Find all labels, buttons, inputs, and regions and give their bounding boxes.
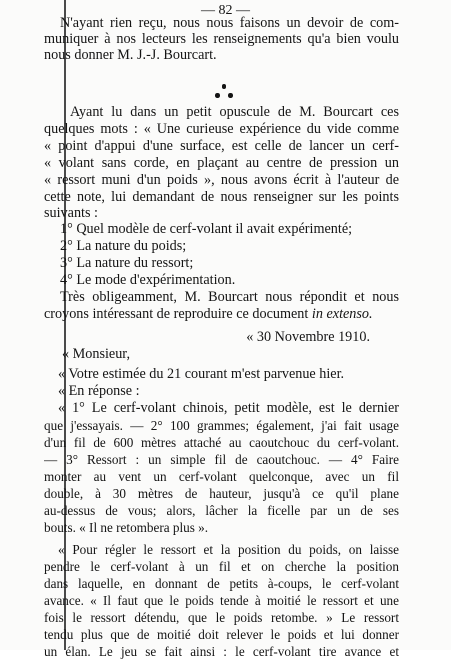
letter-line: d'un fil de 600 mètres attaché au caoutchouc du cerf-volant. <box>44 435 399 450</box>
letter-line: au-dessus de vous; alors, lâcher la ficelle par un de ses <box>44 503 399 518</box>
letter-line: « En réponse : <box>58 383 140 399</box>
asterism-ornament <box>214 84 234 100</box>
letter-line: bouts. « Il ne retombera plus ». <box>44 520 209 535</box>
list-item: 1° Quel modèle de cerf-volant il avait expérimenté; <box>60 221 353 237</box>
paragraph-line: « point d'appui d'une surface, est celle de lancer un cerf- <box>44 138 399 154</box>
paragraph-line: quelques mots : « Une curieuse expérience du vide comme <box>44 121 399 137</box>
paragraph-line: Ayant lu dans un petit opuscule de M. Bourcart ces <box>70 104 399 120</box>
letter-line: avance. « Il faut que le poids tende à moitié le ressort et une <box>44 593 399 608</box>
paragraph-line <box>44 306 399 323</box>
list-item: 2° La nature du poids; <box>60 238 187 254</box>
paragraph-text: croyons intéressant de reproduire ce document <box>44 306 309 322</box>
paragraph-line: « ressort muni d'un poids », nous avons écrit à l'auteur de <box>44 172 399 188</box>
page-number: — 82 — <box>201 3 250 18</box>
list-item: 3° La nature du ressort; <box>60 255 194 271</box>
letter-line: tendu plus que de moitié doit relever le poids et lui donner <box>44 627 399 642</box>
letter-salutation: « Monsieur, <box>62 346 130 362</box>
letter-line: « Pour régler le ressort et la position du poids, on laisse <box>58 542 399 557</box>
letter-line: que j'essayais. — 2° 100 grammes; également, j'ai fait usage <box>44 418 399 433</box>
letter-date: « 30 Novembre 1910. <box>246 329 370 345</box>
paragraph-line: Très obligeamment, M. Bourcart nous répondit et nous <box>60 289 399 305</box>
letter-line: — 3° Ressort : un simple fil de caoutchouc. — 4° Faire <box>44 452 399 467</box>
letter-line: pendre le cerf-volant à un fil et on cherche la position <box>44 559 399 574</box>
paragraph-line: « volant sans corde, en plaçant au centre de pression un <box>44 155 399 171</box>
letter-line: double, à 30 mètres de hauteur, jusqu'à ce qu'il plane <box>44 486 399 501</box>
paragraph-line: muniquer à nos lecteurs les renseignements qu'a bien voulu <box>44 31 399 47</box>
letter-line: un élan. Le jeu se fait ainsi : le cerf-volant tire avance et <box>44 644 399 659</box>
paragraph-line: nous donner M. J.-J. Bourcart. <box>44 47 217 63</box>
list-item: 4° Le mode d'expérimentation. <box>60 272 236 288</box>
paragraph-line: N'ayant rien reçu, nous nous faisons un devoir de com- <box>60 15 399 31</box>
paragraph-line: suivants : <box>44 205 98 221</box>
letter-line: monter au vent un cerf-volant quelconque, avec un fil <box>44 469 399 484</box>
letter-line: « 1° Le cerf-volant chinois, petit modèle, est le dernier <box>58 400 399 416</box>
in-extenso-emphasis: in extenso. <box>311 306 373 322</box>
letter-line: dans laquelle, en donnant de petits à-coups, le cerf-volant <box>44 576 399 591</box>
paragraph-line: cette note, lui demandant de nous renseigner sur les points <box>44 189 399 205</box>
letter-line: fois le ressort détendu, que le poids retombe. » Le ressort <box>44 610 399 625</box>
letter-line: « Votre estimée du 21 courant m'est parvenue hier. <box>58 366 345 382</box>
